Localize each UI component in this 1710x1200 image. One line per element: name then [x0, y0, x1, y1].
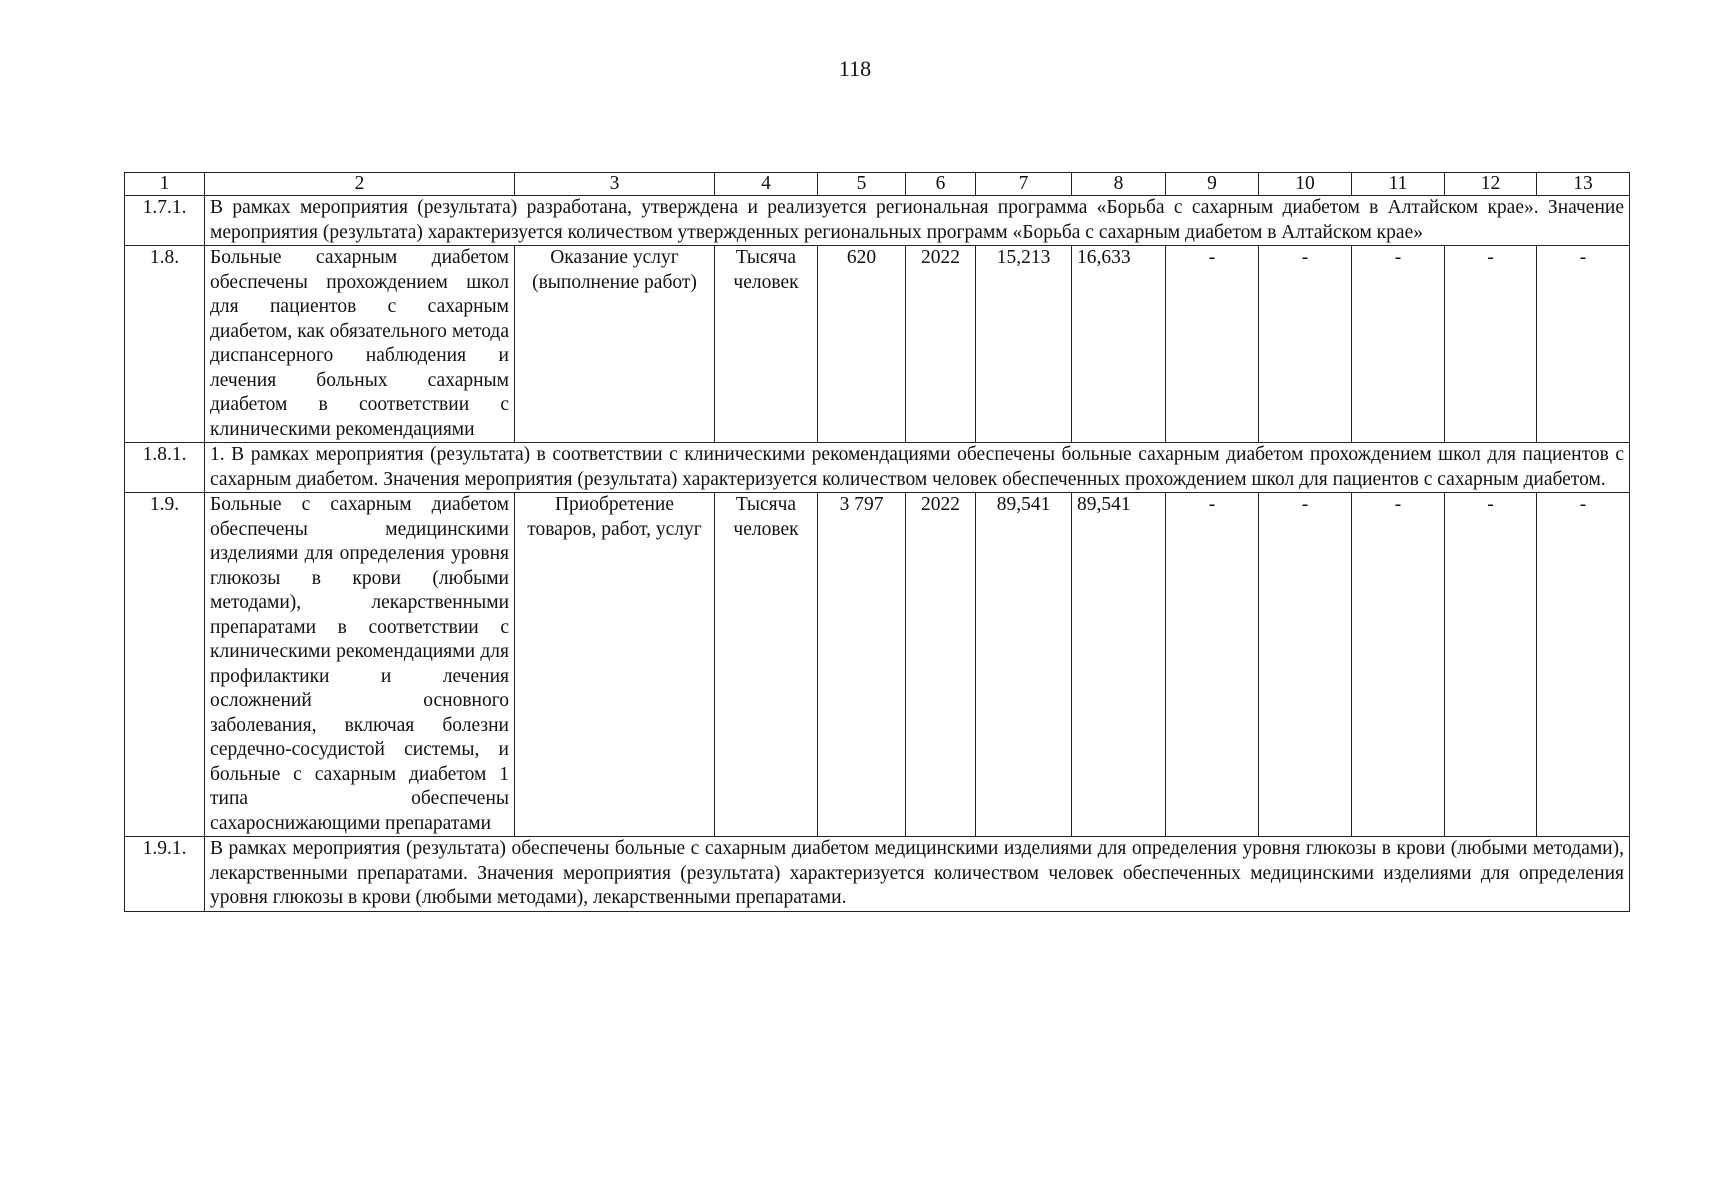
row-number: 1.8.1.: [125, 443, 205, 493]
unit: Тысяча человек: [715, 493, 818, 837]
row-1-9: [125, 493, 1630, 837]
header-cell-10: 10: [1259, 173, 1352, 196]
header-cell-12: 12: [1445, 173, 1537, 196]
result-name: Больные сахарным диабетом обеспечены прохождением школ для пациентов с сахарным диабетом, как обязательного метода диспансерного наблюдения и лечения больных сахарным диабетом в соответствии с клиническими рекомендациями: [205, 246, 515, 443]
result-type: Приобретение товаров, работ, услуг: [515, 493, 715, 837]
value-col-13: -: [1537, 246, 1630, 443]
base-year: 2022: [906, 493, 976, 837]
row-number: 1.9.: [125, 493, 205, 837]
header-cell-3: 3: [515, 173, 715, 196]
value-col-9: -: [1166, 246, 1259, 443]
row-1-9-1: [125, 837, 1630, 912]
result-name: Больные с сахарным диабетом обеспечены медицинскими изделиями для определения уровня глюкозы в крови (любыми методами), лекарственными препаратами в соответствии с клиническими рекомендациями для профилактики и лечения осложнений основного заболевания, включая болезни сердечно-сосудистой системы, и больные с сахарным диабетом 1 типа обеспечены сахароснижающими препаратами: [205, 493, 515, 837]
unit: Тысяча человек: [715, 246, 818, 443]
value-col-8: 16,633: [1072, 246, 1166, 443]
results-table: [124, 172, 1630, 912]
value-col-12: -: [1445, 246, 1537, 443]
value-col-7: 15,213: [976, 246, 1072, 443]
row-description: В рамках мероприятия (результата) обеспечены больные с сахарным диабетом медицинскими изделиями для определения уровня глюкозы в крови (любыми методами), лекарственными препаратами. Значения мероприятия (результата) характеризуется количеством человек обеспеченных медицинскими изделиями для определения уровня глюкозы в крови (любыми методами), лекарственными препаратами.: [205, 837, 1630, 912]
header-cell-5: 5: [818, 173, 906, 196]
result-type: Оказание услуг (выполнение работ): [515, 246, 715, 443]
header-cell-6: 6: [906, 173, 976, 196]
base-value: 3 797: [818, 493, 906, 837]
header-cell-11: 11: [1352, 173, 1445, 196]
value-col-8: 89,541: [1072, 493, 1166, 837]
value-col-10: -: [1259, 493, 1352, 837]
row-1-8-1: [125, 443, 1630, 493]
base-year: 2022: [906, 246, 976, 443]
row-number: 1.9.1.: [125, 837, 205, 912]
header-cell-4: 4: [715, 173, 818, 196]
header-cell-8: 8: [1072, 173, 1166, 196]
header-cell-1: 1: [125, 173, 205, 196]
header-cell-7: 7: [976, 173, 1072, 196]
value-col-7: 89,541: [976, 493, 1072, 837]
value-col-13: -: [1537, 493, 1630, 837]
header-cell-13: 13: [1537, 173, 1630, 196]
row-number: 1.8.: [125, 246, 205, 443]
row-description: В рамках мероприятия (результата) разработана, утверждена и реализуется региональная программа «Борьба с сахарным диабетом в Алтайском крае». Значение мероприятия (результата) характеризуется количеством утвержденных региональных программ «Борьба с сахарным диабетом в Алтайском крае»: [205, 196, 1630, 246]
row-1-7-1: [125, 196, 1630, 246]
page-number: 118: [838, 56, 872, 81]
value-col-11: -: [1352, 493, 1445, 837]
base-value: 620: [818, 246, 906, 443]
value-col-12: -: [1445, 493, 1537, 837]
value-col-9: -: [1166, 493, 1259, 837]
row-description: 1. В рамках мероприятия (результата) в соответствии с клиническими рекомендациями обеспечены больные сахарным диабетом прохождением школ для пациентов с сахарным диабетом. Значения мероприятия (результата) характеризуется количеством человек обеспеченных прохождением школ для пациентов с сахарным диабетом.: [205, 443, 1630, 493]
header-row: [125, 173, 1630, 196]
row-number: 1.7.1.: [125, 196, 205, 246]
header-cell-2: 2: [205, 173, 515, 196]
value-col-10: -: [1259, 246, 1352, 443]
header-cell-9: 9: [1166, 173, 1259, 196]
row-1-8: [125, 246, 1630, 443]
value-col-11: -: [1352, 246, 1445, 443]
